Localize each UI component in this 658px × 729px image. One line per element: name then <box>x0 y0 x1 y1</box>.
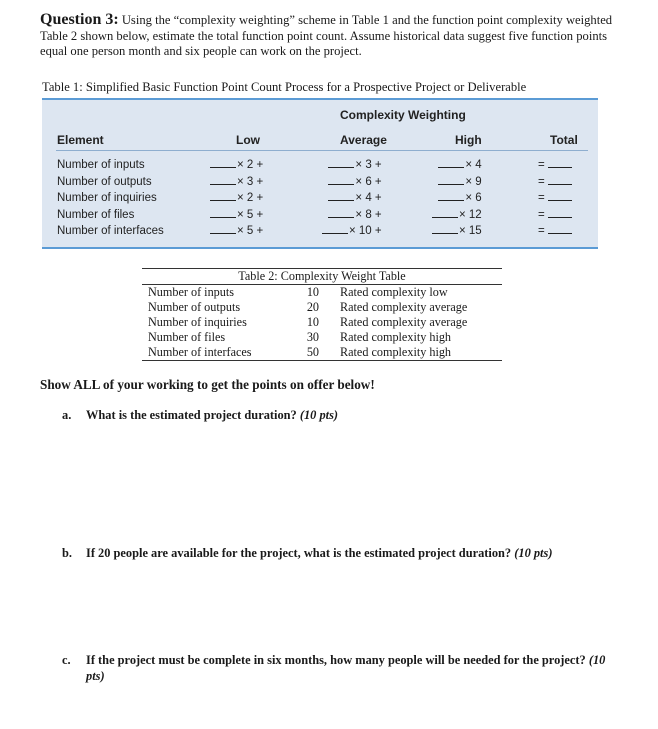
total-blank <box>548 191 572 201</box>
high-weight: × 4 <box>465 159 482 171</box>
part-points: (10 pts) <box>299 408 339 422</box>
question-label: Question 3: <box>40 11 119 28</box>
part-points: (10 pts) <box>86 653 606 683</box>
table-row <box>142 300 502 315</box>
element-cell: Number of files <box>148 330 226 344</box>
part-text: If 20 people are available for the project, what is the estimated project duration? <box>86 546 512 560</box>
average-weight: × 6 + <box>355 175 382 188</box>
average-header: Average <box>340 133 387 147</box>
equals-sign: = <box>538 159 545 171</box>
part-points: (10 pts) <box>514 546 553 560</box>
question-text: Using the “complexity weighting” scheme in Table 1 and the function point complexity weighted Table 2 shown below, estimate the total function point count. Assume historical data suggest five function points equal one person month and six people can work on the project. <box>40 13 613 58</box>
element-header: Element <box>57 133 104 147</box>
total-header: Total <box>550 133 578 147</box>
total-blank <box>548 224 572 234</box>
blank-line <box>438 158 464 168</box>
total-column <box>538 157 573 240</box>
header-divider <box>56 150 588 151</box>
low-weight: × 2 + <box>237 192 264 204</box>
table2-caption: Table 2: Complexity Weight Table <box>142 269 502 285</box>
high-weight: × 15 <box>459 225 482 237</box>
low-weight: × 2 + <box>237 159 264 171</box>
element-column <box>57 157 164 240</box>
table1-caption: Table 1: Simplified Basic Function Point Count Process for a Prospective Project or Deliverable <box>42 80 527 94</box>
table-row <box>142 315 502 330</box>
blank-line <box>328 191 354 201</box>
average-weight: × 8 + <box>355 208 382 221</box>
table-row <box>142 285 502 300</box>
low-weight: × 5 + <box>237 225 264 237</box>
element-cell: Number of inputs <box>57 159 145 171</box>
table-row <box>142 345 502 361</box>
low-weight: × 5 + <box>237 208 264 221</box>
blank-line <box>210 158 236 168</box>
rating-cell: Rated complexity average <box>340 300 468 314</box>
element-cell: Number of outputs <box>148 300 241 314</box>
blank-line <box>432 224 458 234</box>
equals-sign: = <box>538 225 545 237</box>
high-weight: × 9 <box>465 175 482 188</box>
count-cell: 50 <box>306 345 319 359</box>
average-column <box>322 157 382 240</box>
count-cell: 10 <box>306 315 319 329</box>
blank-line <box>210 208 236 218</box>
element-cell: Number of inquiries <box>57 192 157 204</box>
count-cell: 30 <box>306 330 319 344</box>
total-blank <box>548 175 572 185</box>
total-blank <box>548 208 572 218</box>
element-cell: Number of interfaces <box>148 345 252 359</box>
element-cell: Number of inputs <box>148 285 234 299</box>
low-weight: × 3 + <box>237 175 264 188</box>
complexity-weighting-header: Complexity Weighting <box>340 108 466 122</box>
blank-line <box>432 208 458 218</box>
element-cell: Number of files <box>57 208 135 221</box>
average-weight: × 3 + <box>355 159 382 171</box>
count-cell: 10 <box>306 285 319 299</box>
low-column <box>210 157 263 240</box>
equals-sign: = <box>538 175 545 188</box>
rating-cell: Rated complexity high <box>340 330 452 344</box>
blank-line <box>328 208 354 218</box>
element-cell: Number of outputs <box>57 175 152 188</box>
part-text: What is the estimated project duration? <box>86 408 297 422</box>
element-cell: Number of inquiries <box>148 315 247 329</box>
count-cell: 20 <box>306 300 319 314</box>
low-header: Low <box>236 133 260 147</box>
question-block <box>40 12 630 60</box>
equals-sign: = <box>538 208 545 221</box>
blank-line <box>438 191 464 201</box>
rating-cell: Rated complexity high <box>340 345 452 359</box>
blank-line <box>210 224 236 234</box>
part-letter: b. <box>62 546 72 560</box>
part-letter: a. <box>62 408 72 422</box>
blank-line <box>328 158 354 168</box>
equals-sign: = <box>538 192 545 204</box>
instruction-text: Show ALL of your working to get the points on offer below! <box>40 377 375 392</box>
rating-cell: Rated complexity low <box>340 285 448 299</box>
part-text: If the project must be complete in six months, how many people will be needed for the project? <box>86 653 586 667</box>
table-row <box>142 330 502 345</box>
blank-line <box>328 175 354 185</box>
blank-line <box>210 191 236 201</box>
high-weight: × 12 <box>459 208 482 221</box>
element-cell: Number of interfaces <box>57 225 164 237</box>
high-weight: × 6 <box>465 192 482 204</box>
part-letter: c. <box>62 653 71 667</box>
blank-line <box>322 224 348 234</box>
blank-line <box>210 175 236 185</box>
total-blank <box>548 158 572 168</box>
average-weight: × 4 + <box>355 192 382 204</box>
high-column <box>432 157 482 240</box>
average-weight: × 10 + <box>349 225 382 237</box>
blank-line <box>438 175 464 185</box>
high-header: High <box>455 133 482 147</box>
table2 <box>142 268 502 361</box>
table1 <box>42 98 598 249</box>
rating-cell: Rated complexity average <box>340 315 468 329</box>
